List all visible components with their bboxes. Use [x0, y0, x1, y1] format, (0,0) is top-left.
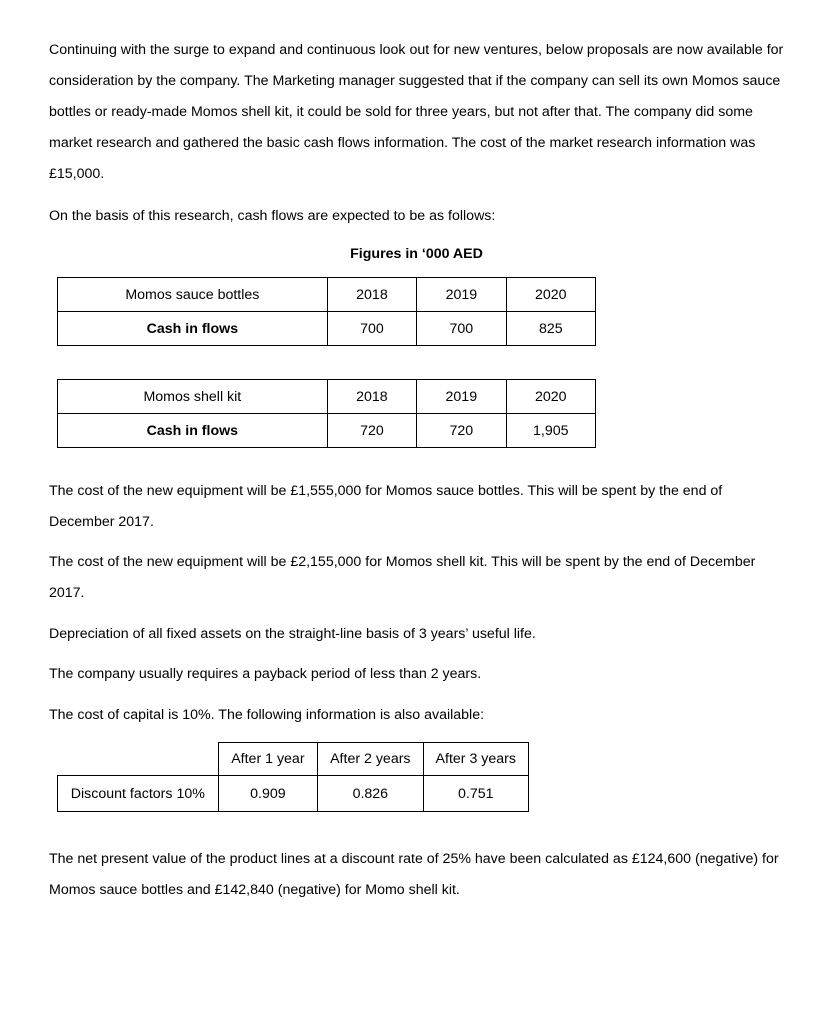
- basis-line: On the basis of this research, cash flows are expected to be as follows:: [49, 208, 496, 224]
- table-cell: 1,905: [506, 414, 595, 448]
- table-header-cell: 2018: [327, 380, 416, 414]
- table-header-cell: After 3 years: [423, 743, 528, 776]
- figures-caption: Figures in ‘000 AED: [350, 246, 483, 262]
- table-header-cell: 2020: [506, 380, 595, 414]
- table-header-row: [58, 278, 596, 312]
- table-header-cell: Momos sauce bottles: [58, 278, 328, 312]
- intro-paragraph: Continuing with the surge to expand and continuous look out for new ventures, below proposals are now available for consideration by the company. The Marketing manager suggested that if the company can sell its own Momos sauce bottles or ready-made Momos shell kit, it could be sold for three years, but not after that. The company did some market research and gathered the basic cash flows information. The cost of the market research information was £15,000.: [49, 42, 784, 182]
- payback-line: The company usually requires a payback period of less than 2 years.: [49, 666, 482, 682]
- table-cell: 720: [417, 414, 506, 448]
- table-header-cell: After 2 years: [318, 743, 423, 776]
- table-cell: 700: [417, 312, 506, 346]
- table-header-cell: Momos shell kit: [58, 380, 328, 414]
- cost-of-capital-line: The cost of capital is 10%. The following information is also available:: [49, 707, 485, 723]
- table-header-cell: 2018: [327, 278, 416, 312]
- table-header-row: [58, 743, 529, 776]
- table-cell: 825: [506, 312, 595, 346]
- table-cell: 720: [327, 414, 416, 448]
- equipment-shell-paragraph: The cost of the new equipment will be £2,155,000 for Momos shell kit. This will be spent by the end of December 2017.: [49, 554, 756, 601]
- row-label: Cash in flows: [58, 414, 328, 448]
- row-label: Discount factors 10%: [58, 776, 219, 812]
- discount-factors-table: [57, 742, 529, 812]
- empty-corner-cell: [58, 743, 219, 776]
- sauce-cashflow-table: [57, 277, 596, 346]
- row-label: Cash in flows: [58, 312, 328, 346]
- table-cell: 700: [327, 312, 416, 346]
- shell-cashflow-table: [57, 379, 596, 448]
- table-header-cell: 2020: [506, 278, 595, 312]
- npv-paragraph: The net present value of the product lines at a discount rate of 25% have been calculated as £124,600 (negative) for Momos sauce bottles and £142,840 (negative) for Momo shell kit.: [49, 851, 779, 898]
- depreciation-line: Depreciation of all fixed assets on the straight-line basis of 3 years’ useful life.: [49, 626, 536, 642]
- table-row: [58, 776, 529, 812]
- table-cell: 0.826: [318, 776, 423, 812]
- table-cell: 0.751: [423, 776, 528, 812]
- equipment-sauce-paragraph: The cost of the new equipment will be £1,555,000 for Momos sauce bottles. This will be spent by the end of December 2017.: [49, 483, 723, 530]
- table-row: [58, 312, 596, 346]
- table-header-cell: 2019: [417, 380, 506, 414]
- table-header-row: [58, 380, 596, 414]
- table-header-cell: 2019: [417, 278, 506, 312]
- table-header-cell: After 1 year: [218, 743, 317, 776]
- table-row: [58, 414, 596, 448]
- table-cell: 0.909: [218, 776, 317, 812]
